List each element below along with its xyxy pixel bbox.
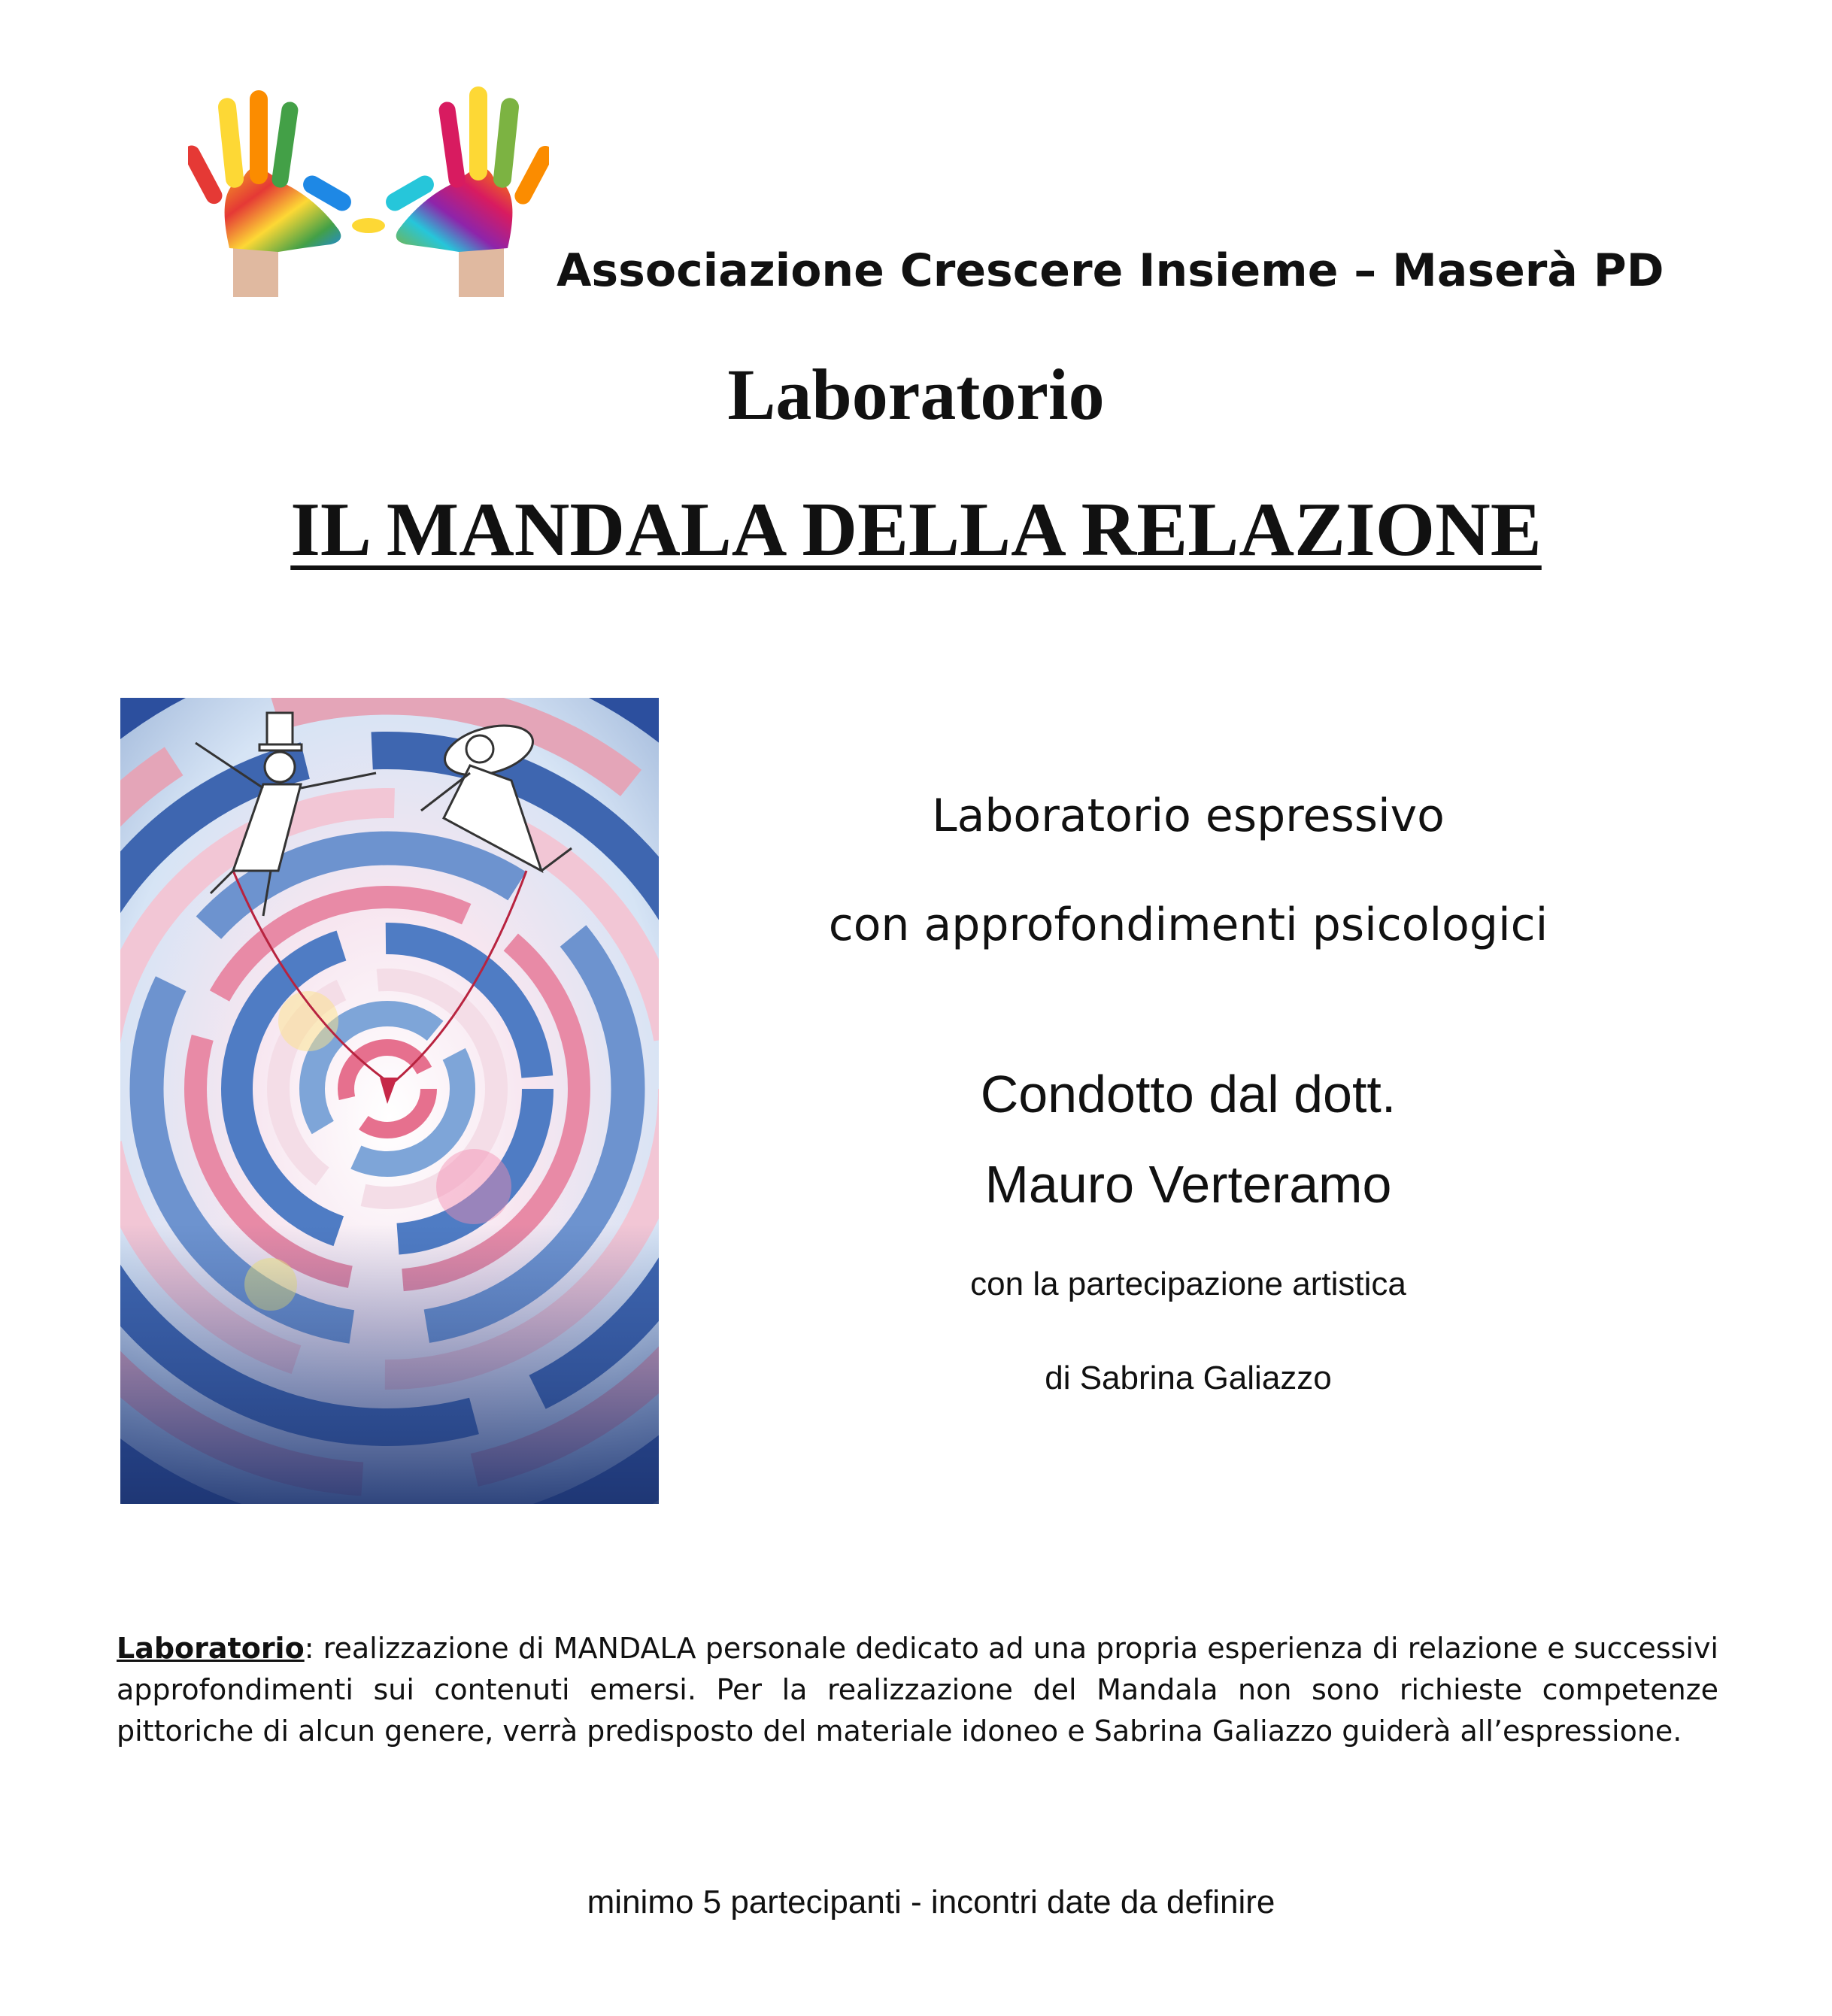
workshop-subtitle-line1: Laboratorio espressivo bbox=[932, 790, 1445, 842]
conductor-name: Mauro Verteramo bbox=[984, 1155, 1392, 1214]
description-text: : realizzazione di MANDALA personale dedicato ad una propria esperienza di relazione e successivi approfondimenti sui contenuti emersi. Per la realizzazione del Mandala non sono richieste competenze pittoriche di alcun genere, verrà predisposto del materiale idoneo e Sabrina Galiazzo guiderà all’espressione. bbox=[117, 1632, 1718, 1748]
workshop-description bbox=[117, 1628, 1718, 1752]
description-label: Laboratorio bbox=[117, 1632, 305, 1665]
participation-line: con la partecipazione artistica bbox=[970, 1266, 1406, 1302]
laboratorio-heading bbox=[0, 350, 1832, 440]
laboratorio-heading-text: Laboratorio bbox=[727, 354, 1105, 435]
page-title bbox=[0, 485, 1832, 575]
mandala-labyrinth-painting bbox=[120, 698, 659, 1504]
painted-hands-icon bbox=[188, 71, 549, 297]
page-title-text: IL MANDALA DELLA RELAZIONE bbox=[290, 487, 1542, 572]
conductor-line: Condotto dal dott. bbox=[980, 1065, 1397, 1123]
artist-line: di Sabrina Galiazzo bbox=[1045, 1360, 1332, 1396]
footer-note: minimo 5 partecipanti - incontri date da definire bbox=[587, 1884, 1275, 1921]
association-name: Associazione Crescere Insieme – Maserà PD bbox=[557, 244, 1664, 297]
workshop-subtitle-line2: con approfondimenti psicologici bbox=[828, 899, 1548, 951]
